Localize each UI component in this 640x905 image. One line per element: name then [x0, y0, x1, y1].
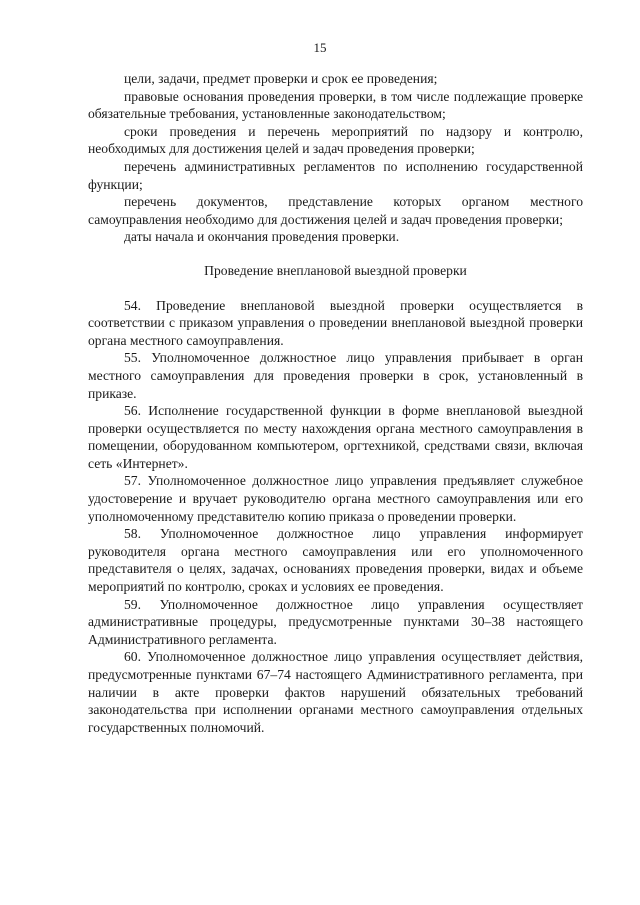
document-body — [88, 70, 583, 736]
list-item-timing-measures: сроки проведения и перечень мероприятий по надзору и контролю, необходимых для достижения целей и задач проведения проверки; — [88, 123, 583, 157]
paragraph-54: 54. Проведение внеплановой выездной проверки осуществляется в соответствии с приказом управления о проведении внеплановой выездной проверки органа местного самоуправления. — [88, 297, 583, 348]
paragraph-58: 58. Уполномоченное должностное лицо управления информирует руководителя органа местного самоуправления или его уполномоченного представителя о целях, задачах, основаниях проведения проверки, видах и объеме мероприятий по контролю, сроках и условиях ее проведения. — [88, 526, 583, 595]
list-item-dates: даты начала и окончания проведения проверки. — [124, 229, 400, 245]
list-item-goals: цели, задачи, предмет проверки и срок ее проведения; — [124, 71, 438, 86]
paragraph-60: 60. Уполномоченное должностное лицо управления осуществляет действия, предусмотренные пунктами 67–74 настоящего Административного регламента, при наличии в акте проверки фактов нарушений обязательных требований законодательства при исполнении органами местного самоуправления отдельных государственных полномочий. — [88, 649, 583, 735]
paragraph-56: 56. Исполнение государственной функции в форме внеплановой выездной проверки осуществляется по месту нахождения органа местного самоуправления в помещении, оборудованном компьютером, оргтехникой, средствами связи, включая сеть «Интернет». — [88, 403, 583, 471]
section-heading: Проведение внеплановой выездной проверки — [204, 262, 467, 278]
page-number: 15 — [313, 40, 327, 55]
paragraph-59: 59. Уполномоченное должностное лицо управления осуществляет административные процедуры, предусмотренные пунктами 30–38 настоящего Административного регламента. — [88, 596, 583, 647]
list-item-legal-grounds: правовые основания проведения проверки, в том числе подлежащие проверке обязательные требования, установленные законодательством; — [88, 88, 583, 122]
list-item-regulations: перечень административных регламентов по исполнению государственной функции; — [88, 158, 583, 192]
paragraph-57: 57. Уполномоченное должностное лицо управления предъявляет служебное удостоверение и вручает руководителю органа местного самоуправления или его уполномоченному представителю копию приказа о проведении проверки. — [88, 473, 583, 524]
list-item-documents: перечень документов, представление которых органом местного самоуправления необходимо для достижения целей и задач проведения проверки; — [88, 194, 583, 227]
paragraph-55: 55. Уполномоченное должностное лицо управления прибывает в орган местного самоуправления для проведения проверки в срок, установленный в приказе. — [88, 350, 583, 401]
